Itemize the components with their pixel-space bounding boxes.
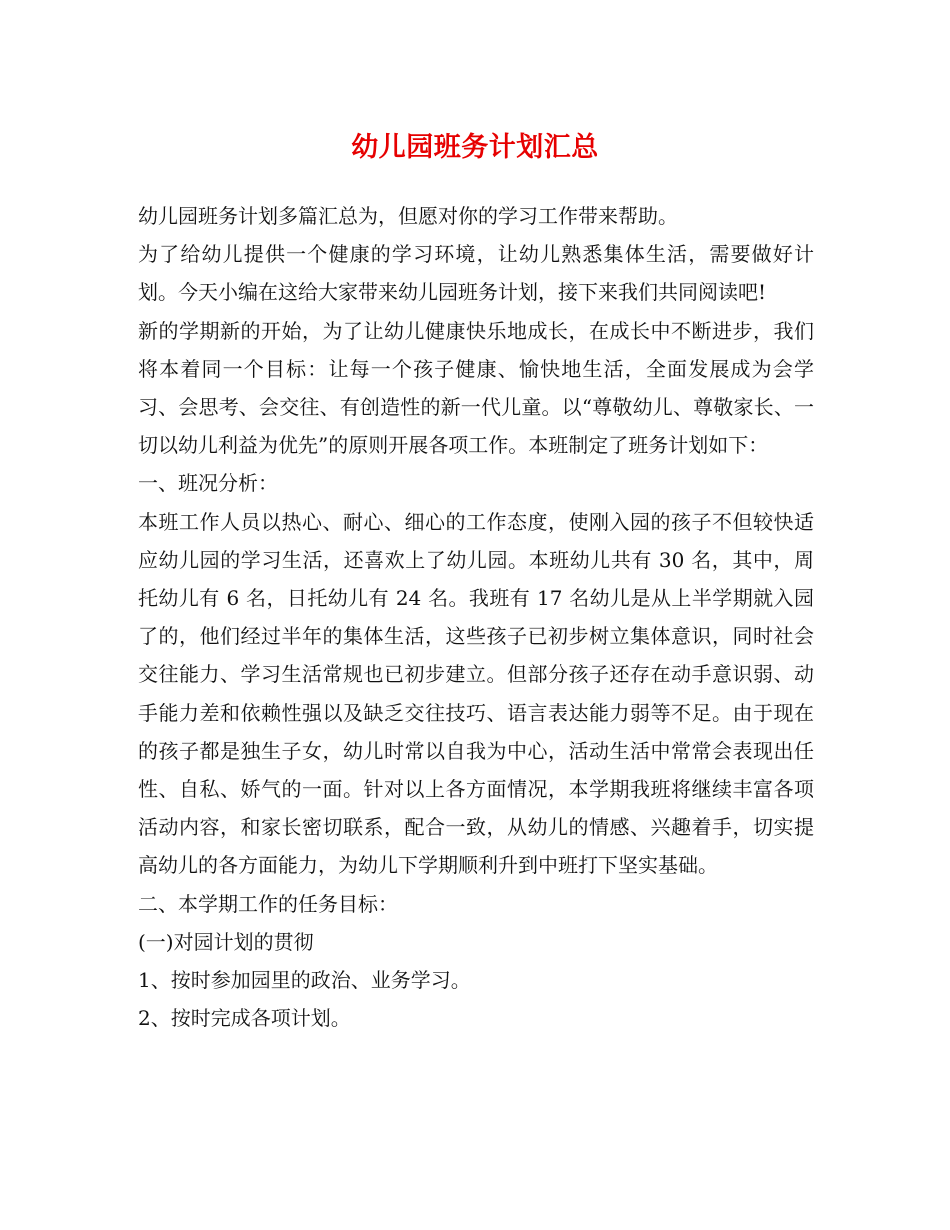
document-body: [138, 197, 814, 1037]
list-item-2: 2、按时完成各项计划。: [138, 1006, 351, 1031]
section-heading-task-goals: 二、本学期工作的任务目标：: [138, 891, 398, 916]
section-heading-class-analysis: 一、班况分析：: [138, 471, 278, 496]
purpose-paragraph: 为了给幼儿提供一个健康的学习环境，让幼儿熟悉集体生活，需要做好计划。今天小编在这给大家带来幼儿园班务计划，接下来我们共同阅读吧!: [138, 242, 814, 305]
intro-paragraph: 幼儿园班务计划多篇汇总为，但愿对你的学习工作带来帮助。: [138, 204, 678, 228]
document-title: 幼儿园班务计划汇总: [351, 132, 599, 163]
goal-paragraph: 新的学期新的开始，为了让幼儿健康快乐地成长，在成长中不断进步，我们将本着同一个目标：让每一个孩子健康、愉快地生活，全面发展成为会学习、会思考、会交往、有创造性的新一代儿童。以“尊敬幼儿、尊敬家长、一切以幼儿利益为优先”的原则开展各项工作。本班制定了班务计划如下：: [138, 318, 814, 458]
list-item-1: 1、按时参加园里的政治、业务学习。: [138, 968, 471, 993]
class-analysis-paragraph: 本班工作人员以热心、耐心、细心的工作态度，使刚入园的孩子不但较快适应幼儿园的学习生活，还喜欢上了幼儿园。本班幼儿共有 30 名，其中，周托幼儿有 6 名，日托幼儿有 24 名。我班有 17 名幼儿是从上半学期就入园了的，他们经过半年的集体生活，这些孩子已初步树立集体意识，同时社会交往能力、学习生活常规也已初步建立。但部分孩子还存在动手意识弱、动手能力差和依赖性强以及缺乏交往技巧、语言表达能力弱等不足。由于现在的孩子都是独生子女，幼儿时常以自我为中心，活动生活中常常会表现出任性、自私、娇气的一面。针对以上各方面情况，本学期我班将继续丰富各项活动内容，和家长密切联系，配合一致，从幼儿的情感、兴趣着手，切实提高幼儿的各方面能力，为幼儿下学期顺利升到中班打下坚实基础。: [138, 509, 814, 878]
subsection-heading-plan-implementation: (一)对园计划的贯彻: [138, 929, 314, 954]
